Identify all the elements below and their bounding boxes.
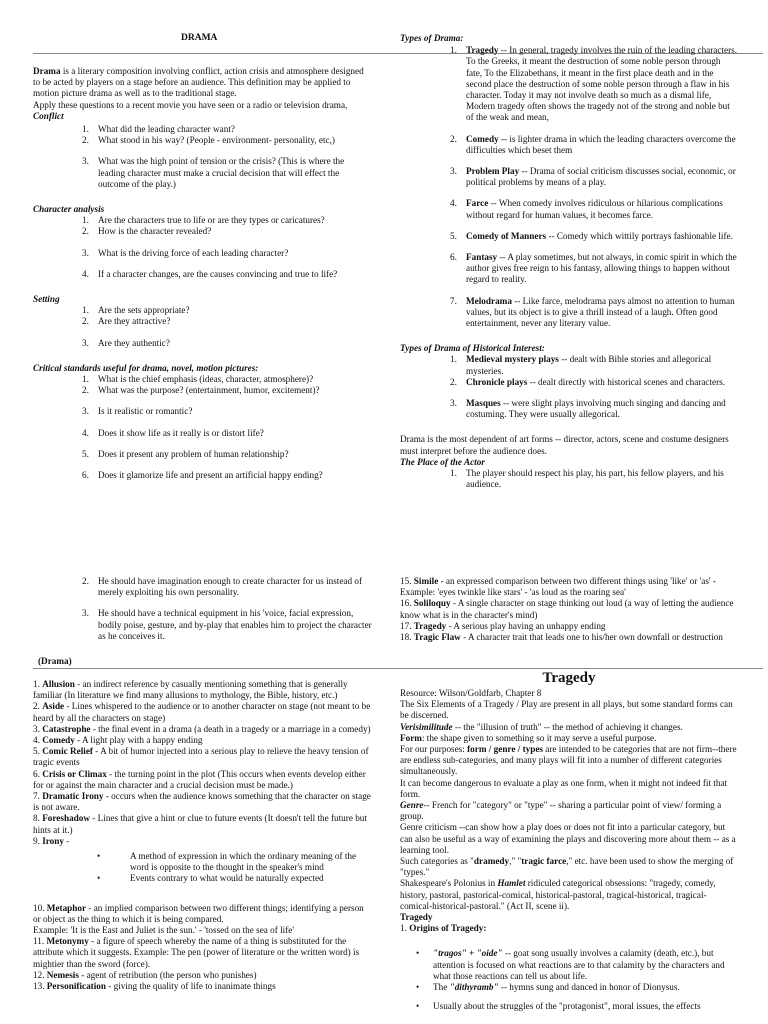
list-item: 1. Are the sets appropriate?	[82, 305, 190, 316]
bullet-item: • The "dithyramb" -- hymns sung and danced in honor of Dionysus.	[416, 982, 680, 993]
list-item: 1. Are the characters true to life or are they types or caricatures?	[82, 215, 325, 226]
list-item: 5. Comedy of Manners -- Comedy which wittily portrays fashionable life.	[450, 230, 733, 241]
list-item: 2. He should have imagination enough to create character for us instead of merely exploiting his own personality.	[82, 576, 363, 598]
list-item: 6. Does it glamorize life and present an artificial happy ending?	[82, 470, 323, 481]
list-item: 7. Melodrama -- Like farce, melodrama pays almost no attention to human values, but its object is to give a thrill instead of a laugh. Often good entertainment, never any literary value.	[450, 295, 735, 329]
glossary-entry: 6. Crisis or Climax - the turning point in the plot (This occurs when events develop either for or against the main character and a crucial decision must be made.)	[33, 768, 366, 790]
left-column-page3	[33, 679, 373, 992]
six-elements: The Six Elements of a Tragedy / Play are present in all plays, but some standard forms can be discerned.	[400, 699, 733, 721]
left-column-page1	[33, 66, 373, 481]
list-item: 3. Is it realistic or romantic?	[82, 406, 193, 417]
list-item: 1. Tragedy -- In general, tragedy involves the ruin of the leading characters. To the Greeks, it meant the destruction of some noble person through fate, To the Elizabethans, it meant in the first place death and in the second place the destruction of some noble person through a flaw in his character. Today it may not involve death so much as a dismal life, Modern tragedy often shows the tragedy not of the strong and noble but of the weak and mean,	[450, 45, 738, 123]
list-item: 2. What stood in his way? (People - environment- personality, etc,)	[82, 135, 335, 146]
bullet-item: • "tragos" + "oide" -- goat song usually involves a calamity (death, etc.), but attention is focused on what reactions are to that calamity by the characters and what those reactions can tell us about life.	[416, 948, 725, 981]
list-item: 1. Medieval mystery plays -- dealt with Bible stories and allegorical mysteries.	[450, 354, 712, 376]
glossary-entry: 10. Metaphor - an implied comparison between two different things; identifying a person or object as the thing to which it is being compared.	[33, 902, 364, 924]
actor-list	[450, 468, 738, 490]
types-list	[450, 45, 738, 329]
list-item: 3. He should have a technical equipment in his 'voice, facial expression, bodily poise, gesture, and by-play that enables him to project the character as he conceives it.	[82, 608, 372, 641]
tragedy-title: Tragedy	[542, 670, 596, 686]
right-column-page3	[400, 688, 738, 1012]
actor-heading: The Place of the Actor	[400, 456, 485, 467]
list-item: 1. What is the chief emphasis (ideas, character, atmosphere)?	[82, 374, 314, 385]
list-item: 2. What was the purpose? (entertainment, humor, excitement)?	[82, 385, 320, 396]
historical-heading: Types of Drama of Historical Interest:	[400, 343, 545, 354]
list-item: 3. Problem Play -- Drama of social criticism discusses social, economic, or political problems by means of a play.	[450, 166, 736, 188]
genre-criticism: Genre criticism --can show how a play does or does not fit into a particular category, but can also be useful as a way of examining the plays and discovering more about them -- as a learning tool.	[400, 822, 736, 855]
page-title: DRAMA	[181, 33, 218, 43]
types-heading: Types of Drama:	[400, 33, 464, 43]
purposes: For our purposes: form / genre / types are intended to be categories that are not firm--there are endless sub-categories, and many plays will fit into a number of different categories simultaneously.	[400, 744, 737, 777]
list-item: 2. Are they attractive?	[82, 316, 171, 327]
list-item: 5. Does it present any problem of human relationship?	[82, 448, 289, 459]
list-item: 3. What was the high point of tension or the crisis? (This is where the leading character must make a crucial decision that will effect the outcome of the play.)	[82, 156, 345, 189]
setting-heading: Setting	[33, 294, 60, 305]
list-item: 2. Comedy -- is lighter drama in which the leading characters overcome the difficulties which beset them	[450, 133, 736, 155]
actor-list-continued	[82, 576, 372, 642]
list-item: 4. If a character changes, are the causes convincing and true to life?	[82, 268, 338, 279]
origins-heading: 1. Origins of Tragedy:	[400, 923, 487, 934]
list-item: 1. The player should respect his play, his part, his fellow players, and his audience.	[450, 468, 724, 490]
bullet-item: • Events contrary to what would be naturally expected	[97, 873, 324, 884]
glossary-entry: Example: 'It is the East and Juliet is the sun.' - 'tossed on the sea of life'	[33, 925, 295, 936]
glossary-entry: 7. Dramatic Irony - occurs when the audience knows something that the character on stage is not aware.	[33, 791, 371, 813]
list-item: 3. Masques -- were slight plays involving much singing and dancing and costuming. They were usually allegorical.	[450, 398, 726, 420]
character-heading: Character analysis	[33, 204, 105, 215]
glossary-entry: 11. Metonymy - a figure of speech whereby the name of a thing is substituted for the attribute which it suggests. Example: The pen (power of literature or the written word) is mightier than the sword (force).	[33, 936, 360, 969]
verisimilitude: Verisimilitude -- the "illusion of truth" -- the method of achieving it changes.	[400, 721, 683, 732]
glossary-entry: 5. Comic Relief - A bit of humor injected into a serious play to relieve the heavy tension of tragic events	[33, 746, 369, 768]
list-item: 3. Are they authentic?	[82, 337, 170, 348]
glossary-entry: 17. Tragedy - A serious play having an unhappy ending	[400, 620, 606, 631]
danger: It can become dangerous to evaluate a play as one form, when it might not indeed fit that form.	[400, 777, 728, 799]
dependent-text: Drama is the most dependent of art forms -- director, actors, scene and costume designers must interpret before the audience does.	[400, 434, 729, 456]
drama-definition: Drama is a literary composition involving conflict, action crisis and atmosphere designed to be acted by players on a stage before an audience. This definition may be applied to motion picture drama as well as to the traditional stage.	[33, 66, 364, 99]
glossary-entry: 15. Simile - an expressed comparison between two different things using 'like' or 'as' - Example: 'eyes twinkle like stars' - 'as loud as the roaring sea'	[400, 576, 716, 598]
glossary-entry: 4. Comedy - A light play with a happy ending	[33, 735, 203, 746]
glossary-entry: 16. Soliloquy - A single character on stage thinking out loud (a way of letting the audience know what is in the character's mind)	[400, 598, 734, 620]
conflict-heading: Conflict	[33, 110, 64, 121]
tragedy-subheading: Tragedy	[400, 912, 433, 923]
conflict-list	[82, 124, 373, 190]
setting-list	[82, 305, 373, 349]
drama-label: (Drama)	[38, 656, 72, 666]
right-column-page1	[400, 33, 738, 491]
list-item: 3. What is the driving force of each leading character?	[82, 247, 289, 258]
glossary-entry: 3. Catastrophe - the final event in a drama (a death in a tragedy or a marriage in a comedy)	[33, 723, 371, 734]
character-list	[82, 215, 373, 280]
apply-instructions: Apply these questions to a recent movie you have seen or a radio or television drama,	[33, 99, 348, 110]
bullet-item: • Usually about the struggles of the "protagonist", moral issues, the effects	[416, 1001, 701, 1012]
glossary-entry: 1. Allusion - an indirect reference by casually mentioning something that is generally familiar (In literature we find many allusions to mythology, the Bible, history, etc.)	[33, 679, 348, 701]
glossary-entry: 9. Irony -	[33, 835, 70, 846]
list-item: 4. Does it show life as it really is or distort life?	[82, 427, 264, 438]
list-item: 4. Farce -- When comedy involves ridiculous or hilarious complications without regard for human values, it becomes farce.	[450, 198, 723, 220]
bullet-item: • A method of expression in which the ordinary meaning of the word is opposite to the thought in the speaker's mind	[97, 851, 357, 873]
glossary-entry: 13. Personification - giving the quality of life to inanimate things	[33, 981, 276, 992]
categories: Such categories as "dramedy," "tragic farce," etc. have been used to show the merging of "types."	[400, 856, 734, 878]
critical-heading: Critical standards useful for drama, novel, motion pictures:	[33, 362, 259, 373]
glossary-entry: 2. Aside - Lines whispered to the audience or to another character on stage (not meant to be heard by all the characters on stage)	[33, 701, 371, 723]
historical-list	[450, 354, 738, 420]
list-item: 2. Chronicle plays -- dealt directly with historical scenes and characters.	[450, 376, 726, 387]
list-item: 1. What did the leading character want?	[82, 124, 235, 135]
glossary-entry: 18. Tragic Flaw - A character trait that leads one to his/her own downfall or destruction	[400, 632, 723, 643]
list-item: 2. How is the character revealed?	[82, 226, 212, 237]
critical-list	[82, 374, 373, 481]
genre-definition: Genre-- French for "category" or "type" -- sharing a particular point of view/ forming a group.	[400, 800, 722, 822]
polonius: Shakespeare's Polonius in Hamlet ridiculed categorical obsessions: "tragedy, comedy, history, pastoral, pastorical-comical, historical-pastoral, tragical-historical, tragical-comical-historical-pastoral." (Act II, scene ii).	[400, 878, 716, 911]
glossary-entry: 8. Foreshadow - Lines that give a hint or clue to future events (It doesn't tell the future but hints at it.)	[33, 813, 367, 835]
glossary-entry: 12. Nemesis - agent of retribution (the person who punishes)	[33, 969, 257, 980]
resource-line: Resource: Wilson/Goldfarb, Chapter 8	[400, 688, 542, 698]
right-column-page2	[400, 576, 738, 643]
list-item: 6. Fantasy -- A play sometimes, but not always, in comic spirit in which the author gives free reign to his fantasy, allowing things to happen without regard to reality.	[450, 252, 737, 285]
form-definition: Form: the shape given to something so it may serve a useful purpose.	[400, 732, 657, 743]
